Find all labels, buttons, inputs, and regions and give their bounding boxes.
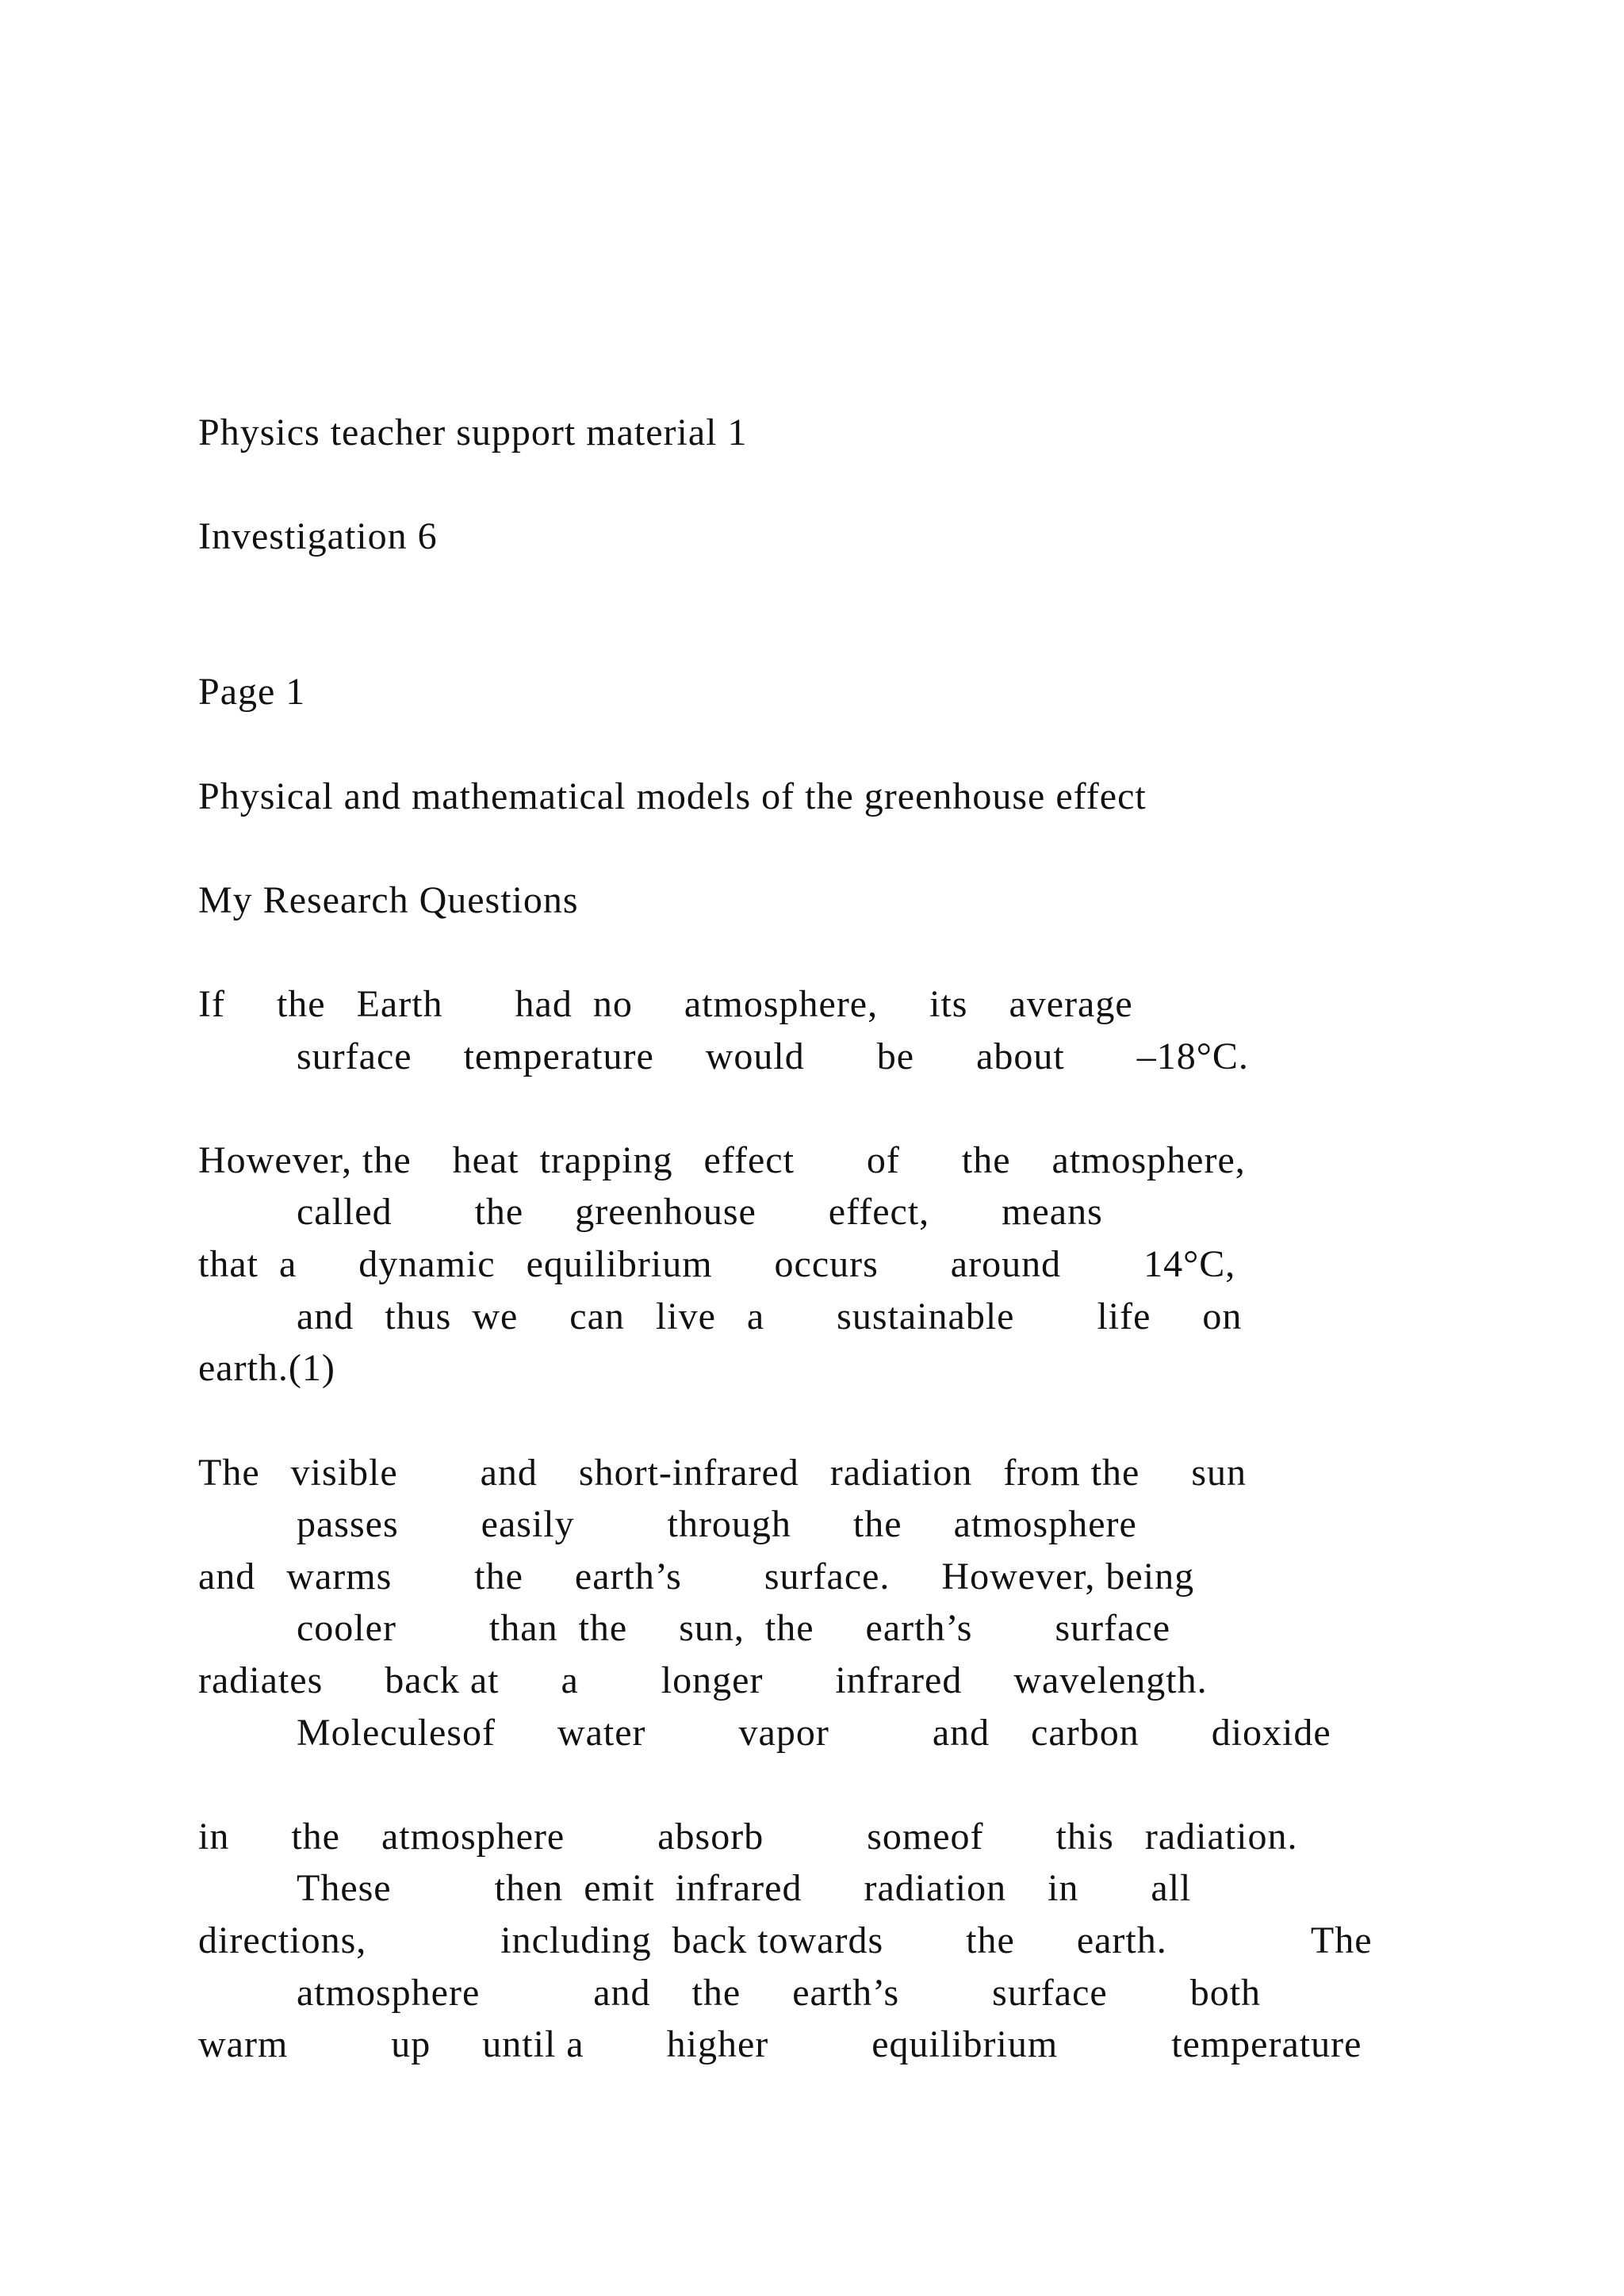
- paragraph-line: warm up until a higher equilibrium temperature: [198, 2023, 1362, 2065]
- paragraph-line: and warms the earth’s surface. However, being: [198, 1556, 1195, 1598]
- paragraph-line: If the Earth had no atmosphere, its average: [198, 983, 1133, 1025]
- section-heading: Physical and mathematical models of the greenhouse effect: [198, 775, 1147, 817]
- paragraph-line: The visible and short-infrared radiation from the sun: [198, 1452, 1247, 1494]
- paragraph-line: radiates back at a longer infrared wavelength.: [198, 1659, 1208, 1701]
- paragraph-line: passes easily through the atmosphere: [297, 1503, 1137, 1545]
- paragraph-line: surface temperature would be about –18°C.: [297, 1035, 1249, 1077]
- paragraph-line: that a dynamic equilibrium occurs around 14°C,: [198, 1243, 1236, 1285]
- paragraph-line: Moleculesof water vapor and carbon dioxide: [297, 1712, 1331, 1754]
- investigation-label: Investigation 6: [198, 515, 438, 557]
- paragraph-line: in the atmosphere absorb someof this radiation.: [198, 1816, 1298, 1858]
- research-questions-heading: My Research Questions: [198, 879, 579, 921]
- paragraph-line: These then emit infrared radiation in all: [297, 1867, 1192, 1909]
- paragraph-line: However, the heat trapping effect of the atmosphere,: [198, 1139, 1246, 1181]
- page-label: Page 1: [198, 671, 306, 713]
- paragraph-line: called the greenhouse effect, means: [297, 1191, 1103, 1233]
- paragraph-line: directions, including back towards the earth. The: [198, 1919, 1373, 1961]
- paragraph-line: atmosphere and the earth’s surface both: [297, 1972, 1262, 2014]
- paragraph-line: cooler than the sun, the earth’s surface: [297, 1607, 1171, 1649]
- document-title: Physics teacher support material 1: [198, 411, 748, 453]
- paragraph-line: and thus we can live a sustainable life on: [297, 1295, 1243, 1337]
- paragraph-line: earth.(1): [198, 1347, 335, 1389]
